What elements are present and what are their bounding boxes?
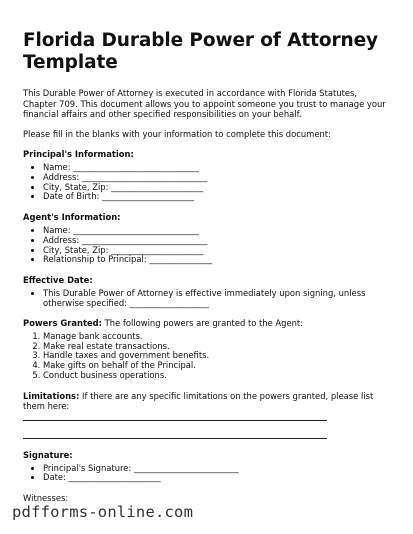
effective-item: • This Durable Power of Attorney is effective immediately upon signing, unless otherwise specified: ___________________: [43, 289, 391, 308]
principal-city-field: • City, State, Zip: ______________________: [43, 183, 391, 193]
signature-section: [23, 450, 391, 483]
witnesses-label: Witnesses:: [23, 493, 69, 504]
agent-name-field: • Name: ______________________________: [43, 226, 391, 236]
power-item: 1. Manage bank accounts.: [43, 332, 391, 342]
agent-address-field: • Address: ______________________________: [43, 236, 391, 246]
effective-heading: Effective Date:: [23, 275, 93, 285]
document-page: [23, 30, 391, 504]
powers-heading: Powers Granted:: [23, 318, 102, 329]
agent-city-field: • City, State, Zip: ______________________: [43, 246, 391, 256]
principal-heading: Principal's Information:: [23, 149, 134, 160]
signature-list: [23, 464, 391, 483]
agent-section: [23, 212, 391, 265]
agent-fields: [23, 226, 391, 265]
power-item: 3. Handle taxes and government benefits.: [43, 351, 391, 361]
watermark: pdfforms-online.com: [12, 503, 194, 521]
power-item: 5. Conduct business operations.: [43, 371, 391, 381]
limitations-heading: Limitations:: [23, 390, 80, 401]
principal-address-field: • Address: ______________________________: [43, 173, 391, 183]
document-title: Florida Durable Power of Attorney Template: [23, 30, 379, 73]
effective-list: [23, 289, 391, 308]
powers-section: [23, 318, 391, 380]
agent-relationship-field: • Relationship to Principal: _______________: [43, 255, 391, 265]
principal-section: [23, 149, 391, 202]
intro-paragraph: This Durable Power of Attorney is executed in accordance with Florida Statutes, Chapter 709. This document allows you to appoint someone you trust to manage your financial affairs and other specified responsibilities on your behalf.: [23, 88, 386, 120]
principal-fields: [23, 163, 391, 202]
principal-signature-field: • Principal's Signature: _________________________: [43, 464, 391, 474]
effective-section: [23, 275, 391, 308]
limitations-header: [23, 391, 391, 412]
power-item: 4. Make gifts on behalf of the Principal.: [43, 361, 391, 371]
powers-list: [23, 332, 391, 381]
agent-heading: Agent's Information:: [23, 212, 121, 223]
signature-date-field: • Date: ______________________: [43, 473, 391, 483]
principal-dob-field: • Date of Birth: ______________________: [43, 192, 391, 202]
powers-header: [23, 318, 391, 329]
signature-heading: Signature:: [23, 449, 73, 460]
limitations-line-2: [23, 438, 327, 439]
limitations-section: [23, 391, 391, 439]
limitations-text: If there are any specific limitations on the powers granted, please list them here:: [23, 390, 374, 412]
power-item: 2. Make real estate transactions.: [43, 342, 391, 352]
limitations-line-1: [23, 420, 327, 421]
fill-instruction: Please fill in the blanks with your information to complete this document:: [23, 128, 331, 139]
principal-name-field: • Name: ______________________________: [43, 163, 391, 173]
powers-text: The following powers are granted to the Agent:: [102, 318, 304, 329]
